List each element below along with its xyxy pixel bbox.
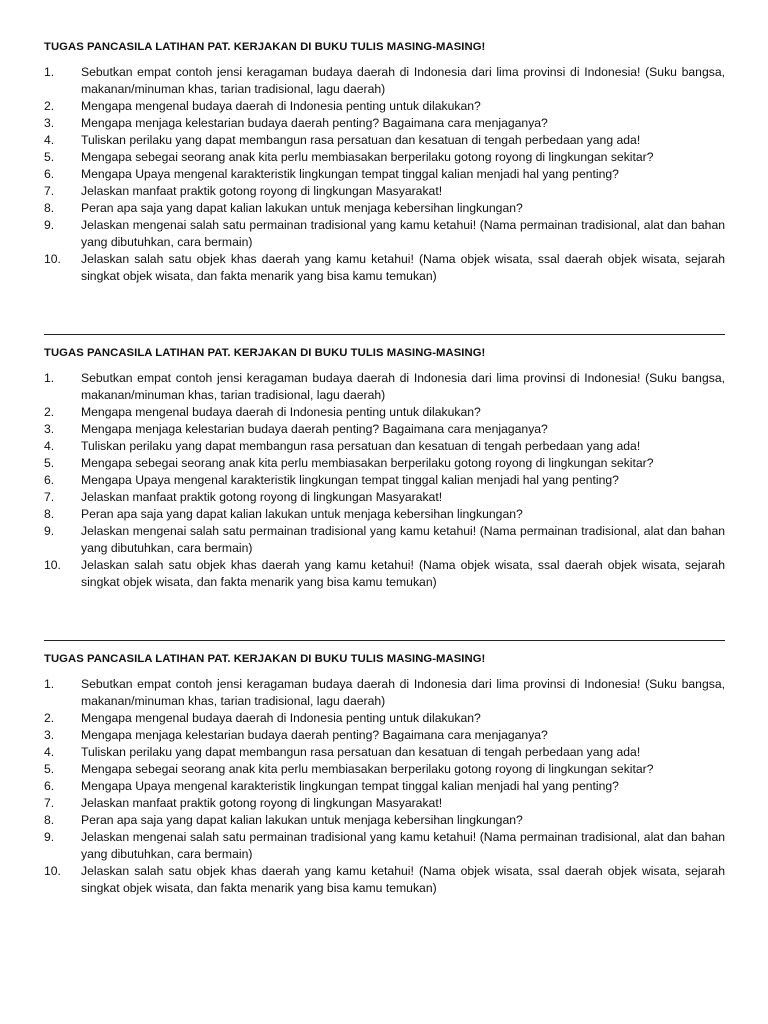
question-item-9 <box>44 523 725 557</box>
question-number: 9. <box>44 218 55 232</box>
question-text: Mengapa Upaya mengenal karakteristik lingkungan tempat tinggal kalian menjadi hal yang penting? <box>81 167 619 181</box>
question-number: 1. <box>44 65 55 79</box>
question-text: Sebutkan empat contoh jensi keragaman budaya daerah di Indonesia dari lima provinsi di Indonesia! (Suku bangsa, makanan/minuman khas, tarian tradisional, lagu daerah) <box>81 677 725 708</box>
question-item-7 <box>44 795 725 812</box>
question-number: 5. <box>44 150 55 164</box>
question-number: 4. <box>44 133 55 147</box>
question-item-7 <box>44 489 725 506</box>
question-text: Jelaskan manfaat praktik gotong royong di lingkungan Masyarakat! <box>81 490 443 504</box>
question-number: 10. <box>44 864 61 878</box>
question-item-9 <box>44 829 725 863</box>
question-text: Jelaskan mengenai salah satu permainan tradisional yang kamu ketahui! (Nama permainan tradisional, alat dan bahan yang dibutuhkan, cara bermain) <box>81 524 725 555</box>
question-text: Sebutkan empat contoh jensi keragaman budaya daerah di Indonesia dari lima provinsi di Indonesia! (Suku bangsa, makanan/minuman khas, tarian tradisional, lagu daerah) <box>81 371 725 402</box>
question-item-1 <box>44 370 725 404</box>
question-text: Jelaskan manfaat praktik gotong royong di lingkungan Masyarakat! <box>81 796 443 810</box>
question-number: 9. <box>44 524 55 538</box>
question-text: Tuliskan perilaku yang dapat membangun rasa persatuan dan kesatuan di tengah perbedaan yang ada! <box>81 133 641 147</box>
question-number: 2. <box>44 99 55 113</box>
question-item-7 <box>44 183 725 200</box>
question-item-6 <box>44 166 725 183</box>
question-item-3 <box>44 421 725 438</box>
assignment-section-3 <box>44 652 725 897</box>
assignment-title: TUGAS PANCASILA LATIHAN PAT. KERJAKAN DI BUKU TULIS MASING-MASING! <box>44 653 486 665</box>
question-text: Peran apa saja yang dapat kalian lakukan untuk menjaga kebersihan lingkungan? <box>81 813 523 827</box>
question-text: Peran apa saja yang dapat kalian lakukan untuk menjaga kebersihan lingkungan? <box>81 201 523 215</box>
question-text: Mengapa mengenal budaya daerah di Indonesia penting untuk dilakukan? <box>81 711 481 725</box>
question-text: Tuliskan perilaku yang dapat membangun rasa persatuan dan kesatuan di tengah perbedaan yang ada! <box>81 745 641 759</box>
section-divider <box>44 640 725 641</box>
question-text: Mengapa menjaga kelestarian budaya daerah penting? Bagaimana cara menjaganya? <box>81 116 548 130</box>
question-number: 5. <box>44 456 55 470</box>
question-item-4 <box>44 132 725 149</box>
question-item-2 <box>44 404 725 421</box>
question-item-6 <box>44 472 725 489</box>
assignment-title: TUGAS PANCASILA LATIHAN PAT. KERJAKAN DI BUKU TULIS MASING-MASING! <box>44 347 486 359</box>
question-number: 9. <box>44 830 55 844</box>
question-text: Mengapa menjaga kelestarian budaya daerah penting? Bagaimana cara menjaganya? <box>81 728 548 742</box>
question-item-1 <box>44 676 725 710</box>
assignment-section-2 <box>44 346 725 591</box>
question-text: Mengapa menjaga kelestarian budaya daerah penting? Bagaimana cara menjaganya? <box>81 422 548 436</box>
question-text: Sebutkan empat contoh jensi keragaman budaya daerah di Indonesia dari lima provinsi di Indonesia! (Suku bangsa, makanan/minuman khas, tarian tradisional, lagu daerah) <box>81 65 725 96</box>
question-text: Mengapa Upaya mengenal karakteristik lingkungan tempat tinggal kalian menjadi hal yang penting? <box>81 473 619 487</box>
question-number: 1. <box>44 677 55 691</box>
question-item-8 <box>44 200 725 217</box>
question-number: 8. <box>44 507 55 521</box>
assignment-title: TUGAS PANCASILA LATIHAN PAT. KERJAKAN DI BUKU TULIS MASING-MASING! <box>44 41 486 53</box>
question-text: Jelaskan mengenai salah satu permainan tradisional yang kamu ketahui! (Nama permainan tradisional, alat dan bahan yang dibutuhkan, cara bermain) <box>81 830 725 861</box>
question-number: 7. <box>44 490 55 504</box>
question-item-3 <box>44 115 725 132</box>
question-list <box>44 64 725 285</box>
question-item-2 <box>44 98 725 115</box>
question-text: Peran apa saja yang dapat kalian lakukan untuk menjaga kebersihan lingkungan? <box>81 507 523 521</box>
question-item-8 <box>44 812 725 829</box>
question-item-10 <box>44 557 725 591</box>
question-number: 1. <box>44 371 55 385</box>
question-number: 3. <box>44 422 55 436</box>
question-number: 7. <box>44 184 55 198</box>
section-divider <box>44 334 725 335</box>
question-text: Jelaskan salah satu objek khas daerah yang kamu ketahui! (Nama objek wisata, ssal daerah objek wisata, sejarah singkat objek wisata, dan fakta menarik yang bisa kamu temukan) <box>81 252 725 283</box>
question-item-10 <box>44 251 725 285</box>
question-item-2 <box>44 710 725 727</box>
question-item-1 <box>44 64 725 98</box>
question-item-10 <box>44 863 725 897</box>
question-number: 10. <box>44 252 61 266</box>
question-text: Mengapa sebegai seorang anak kita perlu membiasakan berperilaku gotong royong di lingkungan sekitar? <box>81 150 654 164</box>
question-number: 8. <box>44 201 55 215</box>
question-text: Jelaskan manfaat praktik gotong royong di lingkungan Masyarakat! <box>81 184 443 198</box>
question-text: Mengapa mengenal budaya daerah di Indonesia penting untuk dilakukan? <box>81 99 481 113</box>
question-item-5 <box>44 149 725 166</box>
question-number: 6. <box>44 167 55 181</box>
question-list <box>44 370 725 591</box>
question-number: 4. <box>44 745 55 759</box>
question-number: 3. <box>44 728 55 742</box>
question-number: 8. <box>44 813 55 827</box>
question-item-5 <box>44 455 725 472</box>
question-number: 6. <box>44 779 55 793</box>
question-number: 7. <box>44 796 55 810</box>
question-text: Mengapa sebegai seorang anak kita perlu membiasakan berperilaku gotong royong di lingkungan sekitar? <box>81 456 654 470</box>
question-text: Jelaskan salah satu objek khas daerah yang kamu ketahui! (Nama objek wisata, ssal daerah objek wisata, sejarah singkat objek wisata, dan fakta menarik yang bisa kamu temukan) <box>81 864 725 895</box>
question-text: Mengapa Upaya mengenal karakteristik lingkungan tempat tinggal kalian menjadi hal yang penting? <box>81 779 619 793</box>
question-list <box>44 676 725 897</box>
question-text: Mengapa sebegai seorang anak kita perlu membiasakan berperilaku gotong royong di lingkungan sekitar? <box>81 762 654 776</box>
question-text: Jelaskan salah satu objek khas daerah yang kamu ketahui! (Nama objek wisata, ssal daerah objek wisata, sejarah singkat objek wisata, dan fakta menarik yang bisa kamu temukan) <box>81 558 725 589</box>
question-number: 5. <box>44 762 55 776</box>
question-item-4 <box>44 438 725 455</box>
question-number: 6. <box>44 473 55 487</box>
question-text: Mengapa mengenal budaya daerah di Indonesia penting untuk dilakukan? <box>81 405 481 419</box>
question-text: Tuliskan perilaku yang dapat membangun rasa persatuan dan kesatuan di tengah perbedaan yang ada! <box>81 439 641 453</box>
question-item-4 <box>44 744 725 761</box>
question-number: 2. <box>44 405 55 419</box>
question-number: 2. <box>44 711 55 725</box>
question-item-9 <box>44 217 725 251</box>
question-number: 3. <box>44 116 55 130</box>
assignment-section-1 <box>44 40 725 285</box>
question-item-6 <box>44 778 725 795</box>
question-number: 10. <box>44 558 61 572</box>
question-item-3 <box>44 727 725 744</box>
question-item-8 <box>44 506 725 523</box>
question-item-5 <box>44 761 725 778</box>
question-number: 4. <box>44 439 55 453</box>
question-text: Jelaskan mengenai salah satu permainan tradisional yang kamu ketahui! (Nama permainan tradisional, alat dan bahan yang dibutuhkan, cara bermain) <box>81 218 725 249</box>
